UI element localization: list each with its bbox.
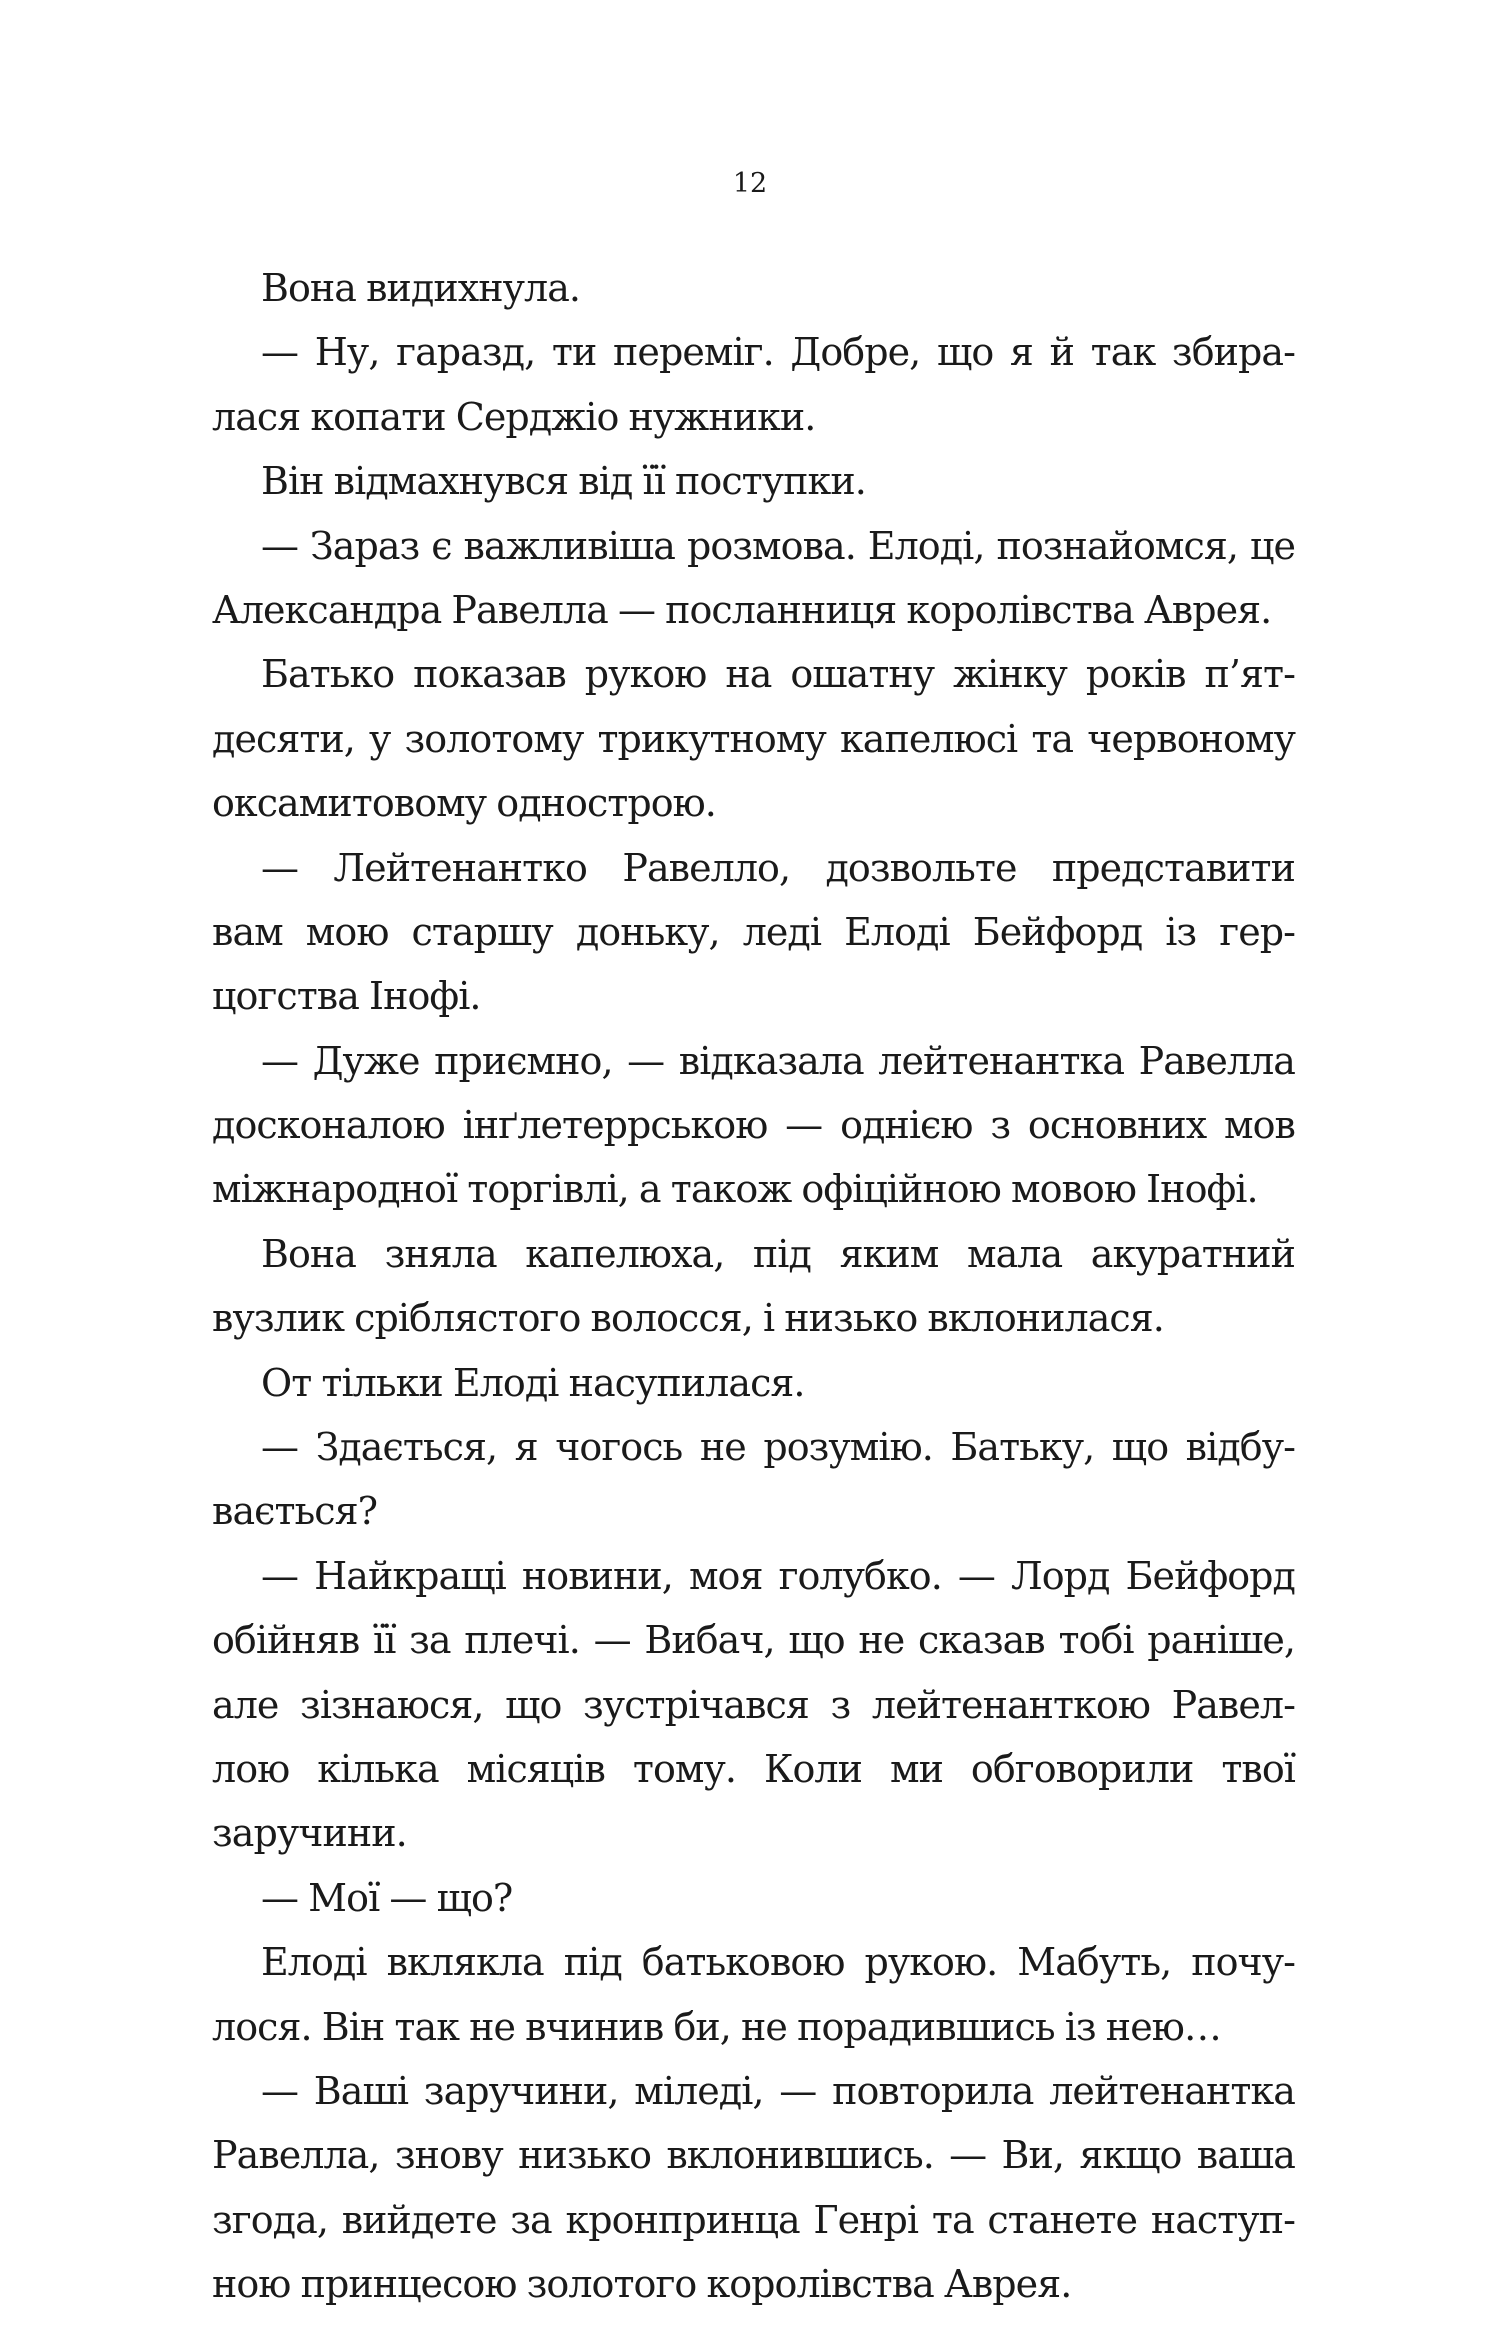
text-line: Батько показав рукою на ошатну жінку років п’ят-	[261, 652, 1295, 697]
text-line: десяти, у золотому трикутному капелюсі та червоному	[212, 716, 1295, 761]
text-line: лася копати Серджіо нужники.	[212, 394, 816, 439]
text-line: Вона видихнула.	[261, 266, 581, 310]
text-line: але зізнаюся, що зустрічався з лейтенанткою Равел-	[212, 1682, 1295, 1727]
text-line: — Ну, гаразд, ти переміг. Добре, що я й так збира-	[261, 330, 1295, 375]
text-line: ною принцесою золотого королівства Аврея.	[212, 2262, 1072, 2307]
text-line: заручини.	[212, 1811, 407, 1856]
body-text	[212, 256, 1295, 2317]
text-line: згода, вийдете за кронпринца Генрі та станете наступ-	[212, 2197, 1295, 2242]
text-line: цогства Інофі.	[212, 974, 481, 1019]
text-line: вам мою старшу доньку, леді Елоді Бейфорд із гер-	[212, 909, 1295, 954]
text-line: Елоді вклякла під батьковою рукою. Мабуть, почу-	[261, 1940, 1295, 1985]
text-line: Александра Равелла — посланниця королівства Аврея.	[212, 587, 1272, 632]
text-line: обійняв її за плечі. — Вибач, що не сказав тобі раніше,	[212, 1618, 1295, 1663]
text-line: — Мої — що?	[261, 1875, 513, 1920]
text-line: міжнародної торгівлі, а також офіційною мовою Інофі.	[212, 1167, 1258, 1212]
text-line: досконалою інґлетеррською — однією з основних мов	[212, 1103, 1295, 1148]
text-line: лося. Він так не вчинив би, не порадившись із нею…	[212, 2004, 1221, 2049]
text-line: — Зараз є важливіша розмова. Елоді, познайомся, це	[261, 523, 1295, 568]
text-line: Вона зняла капелюха, під яким мала акуратний	[261, 1231, 1295, 1276]
text-line: Він відмахнувся від її поступки.	[261, 459, 866, 504]
text-line: — Здається, я чогось не розумію. Батьку, що відбу-	[261, 1425, 1295, 1470]
text-line: вузлик сріблястого волосся, і низько вклонилася.	[212, 1296, 1164, 1341]
text-line: вається?	[212, 1489, 378, 1534]
text-line: От тільки Елоді насупилася.	[261, 1360, 805, 1405]
text-line: — Ваші заручини, міледі, — повторила лейтенантка	[261, 2068, 1295, 2113]
page-number: 12	[732, 168, 768, 199]
text-line: — Дуже приємно, — відказала лейтенантка Равелла	[261, 1038, 1295, 1083]
text-line: Равелла, знову низько вклонившись. — Ви, якщо ваша	[212, 2133, 1295, 2178]
text-line: оксамитовому однострою.	[212, 781, 716, 826]
text-line: лою кілька місяців тому. Коли ми обговорили твої	[212, 1746, 1295, 1791]
text-line: — Лейтенантко Равелло, дозвольте представити	[261, 845, 1295, 890]
text-line: — Найкращі новини, моя голубко. — Лорд Бейфорд	[261, 1553, 1295, 1598]
